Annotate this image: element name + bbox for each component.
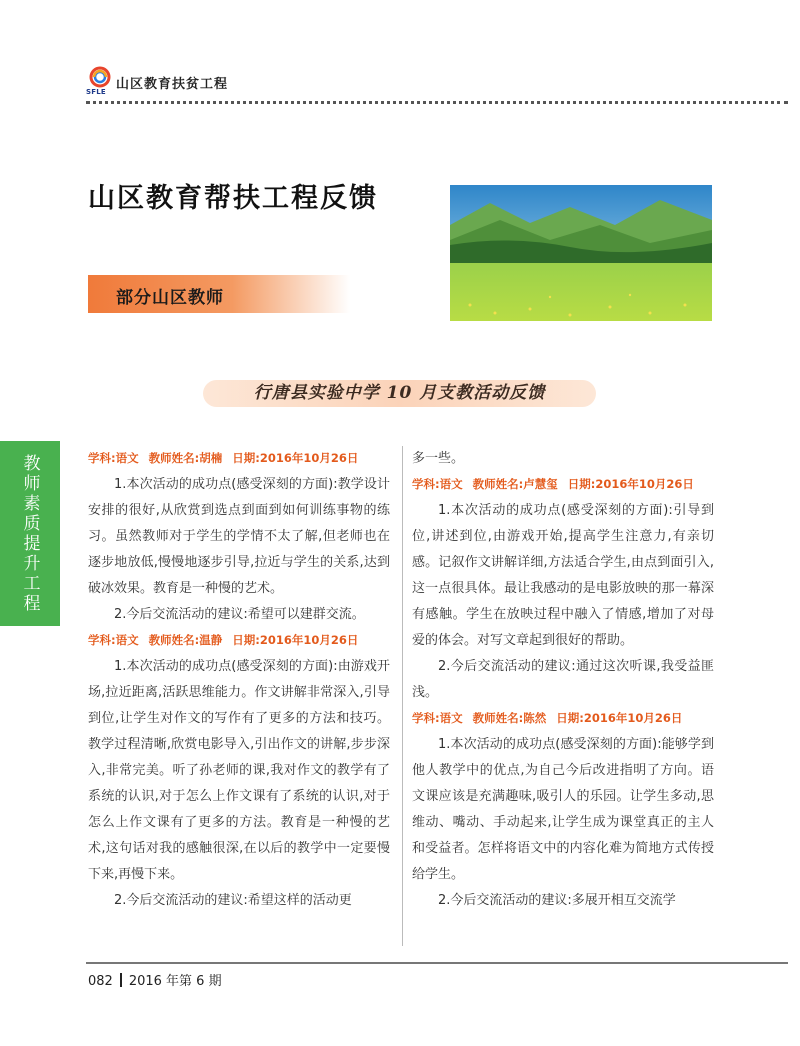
entry-meta	[412, 706, 714, 732]
entry-paragraph: 2.今后交流活动的建议:希望这样的活动更	[114, 893, 352, 908]
column-right	[412, 446, 714, 914]
header-divider	[86, 101, 788, 104]
entry-paragraph: 2.今后交流活动的建议:希望可以建群交流。	[114, 607, 365, 622]
footer-separator	[120, 973, 122, 987]
entry-teacher: 教师姓名:卢慧玺	[472, 477, 558, 491]
entry-subject: 学科:语文	[88, 451, 139, 465]
school-title-text: 行唐县实验中学 10 月支教活动反馈	[253, 383, 546, 403]
entry-paragraph: 1.本次活动的成功点(感受深刻的方面):由游戏开场,拉近距离,活跃思维能力。作文讲解非常深入,引导到位,让学生对作文的写作有了更多的方法和技巧。教学过程清晰,欣赏电影导入,引出作文的讲解,步步深入,非常完美。听了孙老师的课,我对作文的教学有了系统的认识,对于怎么上作文课有了系统的认识,对于怎么上作文课有了更多的方法。教育是一种慢的艺术,这句话对我的感触很深,在以后的教学中一定要慢下来,再慢下来。	[88, 659, 390, 882]
footer-divider	[86, 962, 788, 964]
header-title: 山区教育扶贫工程	[116, 77, 229, 92]
entry-subject: 学科:语文	[412, 477, 463, 491]
entry-date: 日期:2016年10月26日	[567, 477, 694, 491]
entry-paragraph: 多一些。	[412, 451, 465, 466]
entry-meta	[88, 628, 390, 654]
entry-paragraph: 2.今后交流活动的建议:多展开相互交流学	[438, 893, 676, 908]
entry-paragraph: 1.本次活动的成功点(感受深刻的方面):引导到位,讲述到位,由游戏开始,提高学生注意力,有亲切感。记叙作文讲解详细,方法适合学生,由点到面引入,这一点很具体。最让我感动的是电影放映的那一幕深有感触。学生在放映过程中融入了情感,增加了对母爱的体会。对写文章起到很好的帮助。	[412, 503, 714, 648]
entry-paragraph: 1.本次活动的成功点(感受深刻的方面):教学设计安排的很好,从欣赏到选点到面到如何训练事物的练习。虽然教师对于学生的学情不太了解,但老师也在逐步地放低,慢慢地逐步引导,拉近与学生的关系,达到破冰效果。教育是一种慢的艺术。	[88, 477, 390, 596]
issue-label: 2016 年第 6 期	[128, 974, 222, 989]
logo-text: SFLE	[86, 88, 106, 96]
entry-paragraph: 1.本次活动的成功点(感受深刻的方面):能够学到他人教学中的优点,为自己今后改进指明了方向。语文课应该是充满趣味,吸引人的乐园。让学生多动,思维动、嘴动、手动起来,让学生成为课堂真正的主人和受益者。怎样将语文中的内容化难为简地方式传授给学生。	[412, 737, 714, 882]
school-title	[203, 380, 596, 407]
column-left	[88, 446, 390, 914]
side-tab: 教师素质提升工程	[0, 441, 60, 626]
section-banner	[88, 275, 350, 313]
landscape-illustration	[450, 185, 712, 321]
entry-date: 日期:2016年10月26日	[232, 451, 359, 465]
entry-date: 日期:2016年10月26日	[232, 633, 359, 647]
entry-teacher: 教师姓名:胡楠	[148, 451, 223, 465]
footer	[88, 970, 222, 989]
entry-teacher: 教师姓名:陈然	[472, 711, 547, 725]
entry-subject: 学科:语文	[88, 633, 139, 647]
entry-meta	[412, 472, 714, 498]
page-number: 082	[88, 974, 113, 989]
entry-subject: 学科:语文	[412, 711, 463, 725]
page-title: 山区教育帮扶工程反馈	[88, 183, 378, 214]
entry-meta	[88, 446, 390, 472]
section-banner-label: 部分山区教师	[116, 288, 224, 308]
entry-date: 日期:2016年10月26日	[556, 711, 683, 725]
entry-teacher: 教师姓名:温静	[148, 633, 223, 647]
entry-paragraph: 2.今后交流活动的建议:通过这次听课,我受益匪浅。	[412, 659, 714, 700]
column-divider	[402, 446, 403, 946]
